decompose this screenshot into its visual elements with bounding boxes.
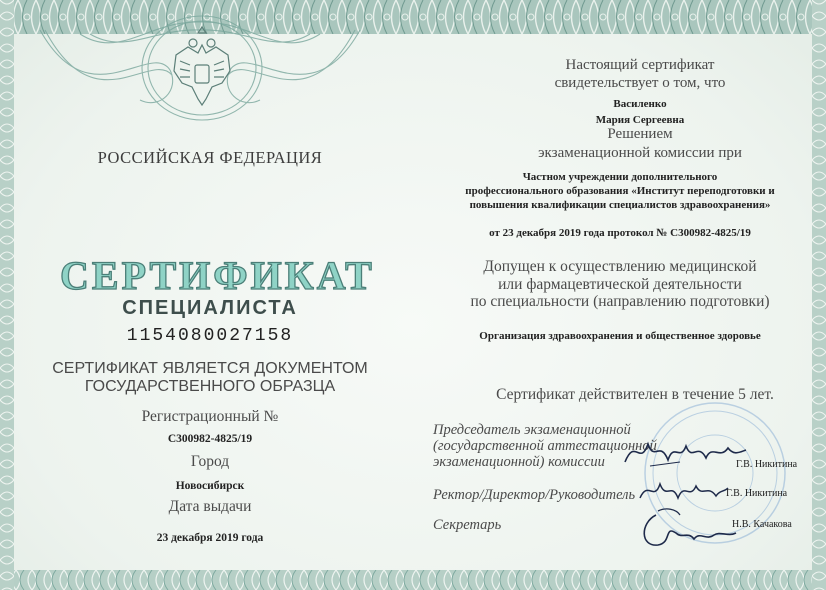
holder-surname: Василенко bbox=[613, 98, 667, 110]
chair-label-line3: экзаменационной) комиссии bbox=[433, 454, 605, 470]
certificate-subtitle: СПЕЦИАЛИСТА bbox=[122, 297, 298, 319]
chair-signature-icon bbox=[620, 432, 750, 472]
certificate-title: СЕРТИФИКАТ bbox=[60, 253, 375, 298]
decision-line2: экзаменационной комиссии при bbox=[538, 145, 742, 161]
rector-label: Ректор/Директор/Руководитель bbox=[433, 487, 636, 503]
holder-name: Мария Сергеевна bbox=[595, 114, 685, 126]
chair-label-line2: (государственной аттестационной bbox=[433, 438, 657, 454]
registration-label: Регистрационный № bbox=[141, 408, 279, 425]
admission-text bbox=[440, 258, 800, 311]
specialty-value: Организация здравоохранения и общественное здоровье bbox=[479, 330, 761, 342]
registration-value: С300982-4825/19 bbox=[167, 433, 253, 445]
russian-coat-of-arms-icon bbox=[168, 25, 236, 111]
issue-date-label: Дата выдачи bbox=[168, 498, 252, 515]
gov-document-note bbox=[0, 360, 420, 396]
gov-note-line1: СЕРТИФИКАТ ЯВЛЯЕТСЯ ДОКУМЕНТОМ bbox=[52, 360, 368, 377]
validity-text: Сертификат действителен в течение 5 лет. bbox=[496, 386, 774, 403]
guilloche-border-bottom bbox=[0, 570, 826, 590]
secretary-signature-icon bbox=[636, 505, 746, 555]
issue-date-value: 23 декабря 2019 года bbox=[156, 532, 264, 544]
certificate-number: 1154080027158 bbox=[126, 326, 294, 346]
intro-line1: Настоящий сертификат bbox=[565, 57, 715, 73]
admission-line3: по специальности (направлению подготовки) bbox=[470, 293, 770, 310]
decision-line1: Решением bbox=[607, 126, 673, 142]
country-name: РОССИЙСКАЯ ФЕДЕРАЦИЯ bbox=[97, 148, 323, 167]
guilloche-border-right bbox=[812, 0, 826, 590]
chair-label-line1: Председатель экзаменационной bbox=[433, 422, 631, 438]
admission-line2: или фармацевтической деятельности bbox=[498, 275, 742, 293]
admission-line1: Допущен к осуществлению медицинской bbox=[483, 258, 757, 275]
city-label: Город bbox=[190, 453, 230, 470]
organization-line2: профессионального образования «Институт переподготовки и bbox=[465, 185, 775, 197]
secretary-name: Н.В. Качакова bbox=[732, 519, 792, 530]
city-value: Новосибирск bbox=[175, 480, 245, 492]
rector-name: Г.В. Никитина bbox=[726, 488, 788, 499]
protocol-line: от 23 декабря 2019 года протокол № С300982-4825/19 bbox=[489, 227, 751, 239]
rector-signature-icon bbox=[636, 476, 731, 506]
organization-line1: Частном учреждении дополнительного bbox=[522, 171, 718, 183]
organization-line3: повышения квалификации специалистов здравоохранения» bbox=[469, 199, 771, 211]
gov-note-line2: ГОСУДАРСТВЕННОГО ОБРАЗЦА bbox=[84, 378, 336, 395]
chair-name: Г.В. Никитина bbox=[736, 459, 798, 470]
secretary-label: Секретарь bbox=[433, 517, 502, 533]
intro-line2: свидетельствует о том, что bbox=[554, 75, 726, 91]
